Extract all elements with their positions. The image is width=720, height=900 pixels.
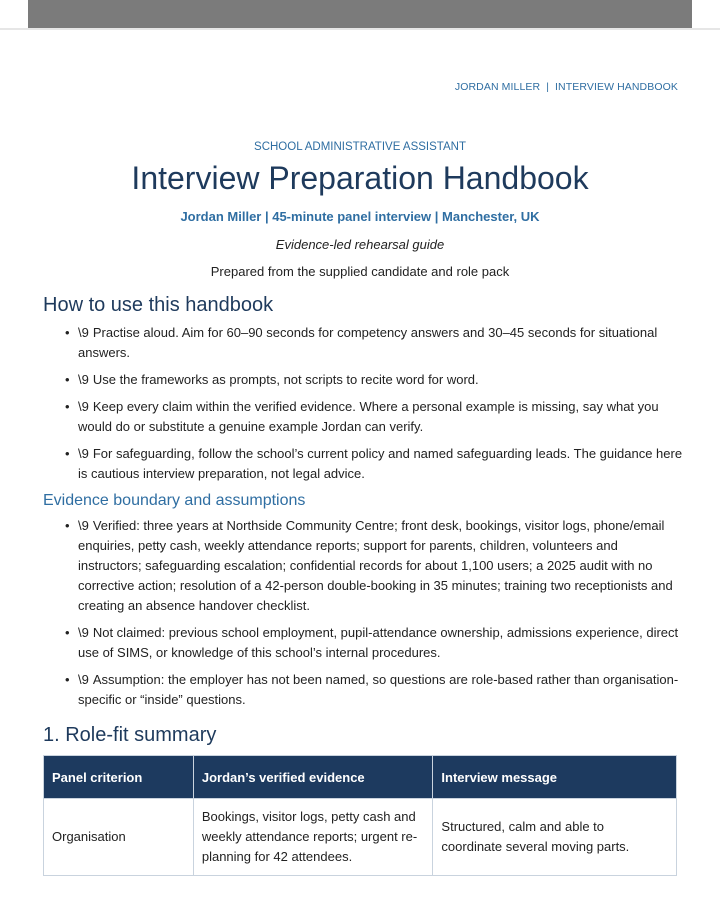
list-marker: \9 <box>78 399 89 414</box>
bullet-icon: • <box>65 518 70 533</box>
table-cell-criterion: Organisation <box>44 799 194 876</box>
bullet-icon: • <box>65 399 70 414</box>
bullet-icon: • <box>65 672 70 687</box>
section-heading-how-to-use: How to use this handbook <box>43 294 274 316</box>
list-item-text: Not claimed: previous school employment, pupil-attendance ownership, admissions experience, direct use of SIMS, or knowledge of this school’s internal procedures. <box>78 625 679 660</box>
viewer-top-bar-edge <box>0 28 720 30</box>
list-item <box>65 370 683 390</box>
role-kicker: SCHOOL ADMINISTRATIVE ASSISTANT <box>254 141 466 153</box>
list-item <box>65 670 683 710</box>
page-subtitle: Jordan Miller | 45-minute panel interview | Manchester, UK <box>180 209 540 224</box>
bullet-icon: • <box>65 625 70 640</box>
column-header-evidence: Jordan’s verified evidence <box>193 756 433 799</box>
running-header-doc: INTERVIEW HANDBOOK <box>555 81 678 93</box>
list-item-text: Keep every claim within the verified evidence. Where a personal example is missing, say what you would do or substitute a genuine example Jordan can verify. <box>78 399 659 434</box>
page-title: Interview Preparation Handbook <box>131 160 589 196</box>
column-header-criterion: Panel criterion <box>44 756 194 799</box>
table-row <box>44 799 677 876</box>
list-item-text: Verified: three years at Northside Community Centre; front desk, bookings, visitor logs, phone/email enquiries, petty cash, weekly attendance reports; support for parents, children, volunteers and instructors; safeguarding escalation; confidential records for about 1,100 users; a 2025 audit with no corrective action; resolution of a 42-person double-booking in 35 minutes; training two receptionists and creating an absence handover checklist. <box>78 518 673 613</box>
table-cell-message: Structured, calm and able to coordinate several moving parts. <box>433 799 677 876</box>
list-item <box>65 444 683 484</box>
evidence-list <box>43 516 683 710</box>
list-marker: \9 <box>78 325 89 340</box>
prepared-note: Prepared from the supplied candidate and role pack <box>210 264 510 279</box>
tagline: Evidence-led rehearsal guide <box>275 237 445 252</box>
table-header-row <box>44 756 677 799</box>
column-header-message: Interview message <box>433 756 677 799</box>
list-marker: \9 <box>78 625 89 640</box>
list-marker: \9 <box>78 672 89 687</box>
bullet-icon: • <box>65 372 70 387</box>
list-marker: \9 <box>78 518 89 533</box>
viewer-top-bar <box>28 0 692 28</box>
table-cell-evidence: Bookings, visitor logs, petty cash and weekly attendance reports; urgent re-planning for 42 attendees. <box>193 799 433 876</box>
list-item <box>65 623 683 663</box>
list-item-text: Practise aloud. Aim for 60–90 seconds for competency answers and 30–45 seconds for situational answers. <box>78 325 658 360</box>
list-item-text: For safeguarding, follow the school’s current policy and named safeguarding leads. The guidance here is cautious interview preparation, not legal advice. <box>78 446 683 481</box>
list-item-text: Use the frameworks as prompts, not scripts to recite word for word. <box>92 372 479 387</box>
list-item <box>65 323 683 363</box>
list-item <box>65 516 683 616</box>
list-item-text: Assumption: the employer has not been named, so questions are role-based rather than organisation-specific or “inside” questions. <box>78 672 679 707</box>
running-header-separator: | <box>546 81 550 93</box>
role-fit-table <box>43 755 677 876</box>
section-heading-role-fit: 1. Role-fit summary <box>43 724 217 746</box>
running-header-name: JORDAN MILLER <box>454 81 541 93</box>
subsection-heading-evidence: Evidence boundary and assumptions <box>43 492 306 509</box>
bullet-icon: • <box>65 446 70 461</box>
list-item <box>65 397 683 437</box>
list-marker: \9 <box>78 446 89 461</box>
how-to-use-list <box>43 323 683 484</box>
role-fit-table-wrapper <box>43 755 683 876</box>
document-body <box>43 294 683 876</box>
list-marker: \9 <box>78 372 89 387</box>
bullet-icon: • <box>65 325 70 340</box>
running-header <box>455 81 678 93</box>
